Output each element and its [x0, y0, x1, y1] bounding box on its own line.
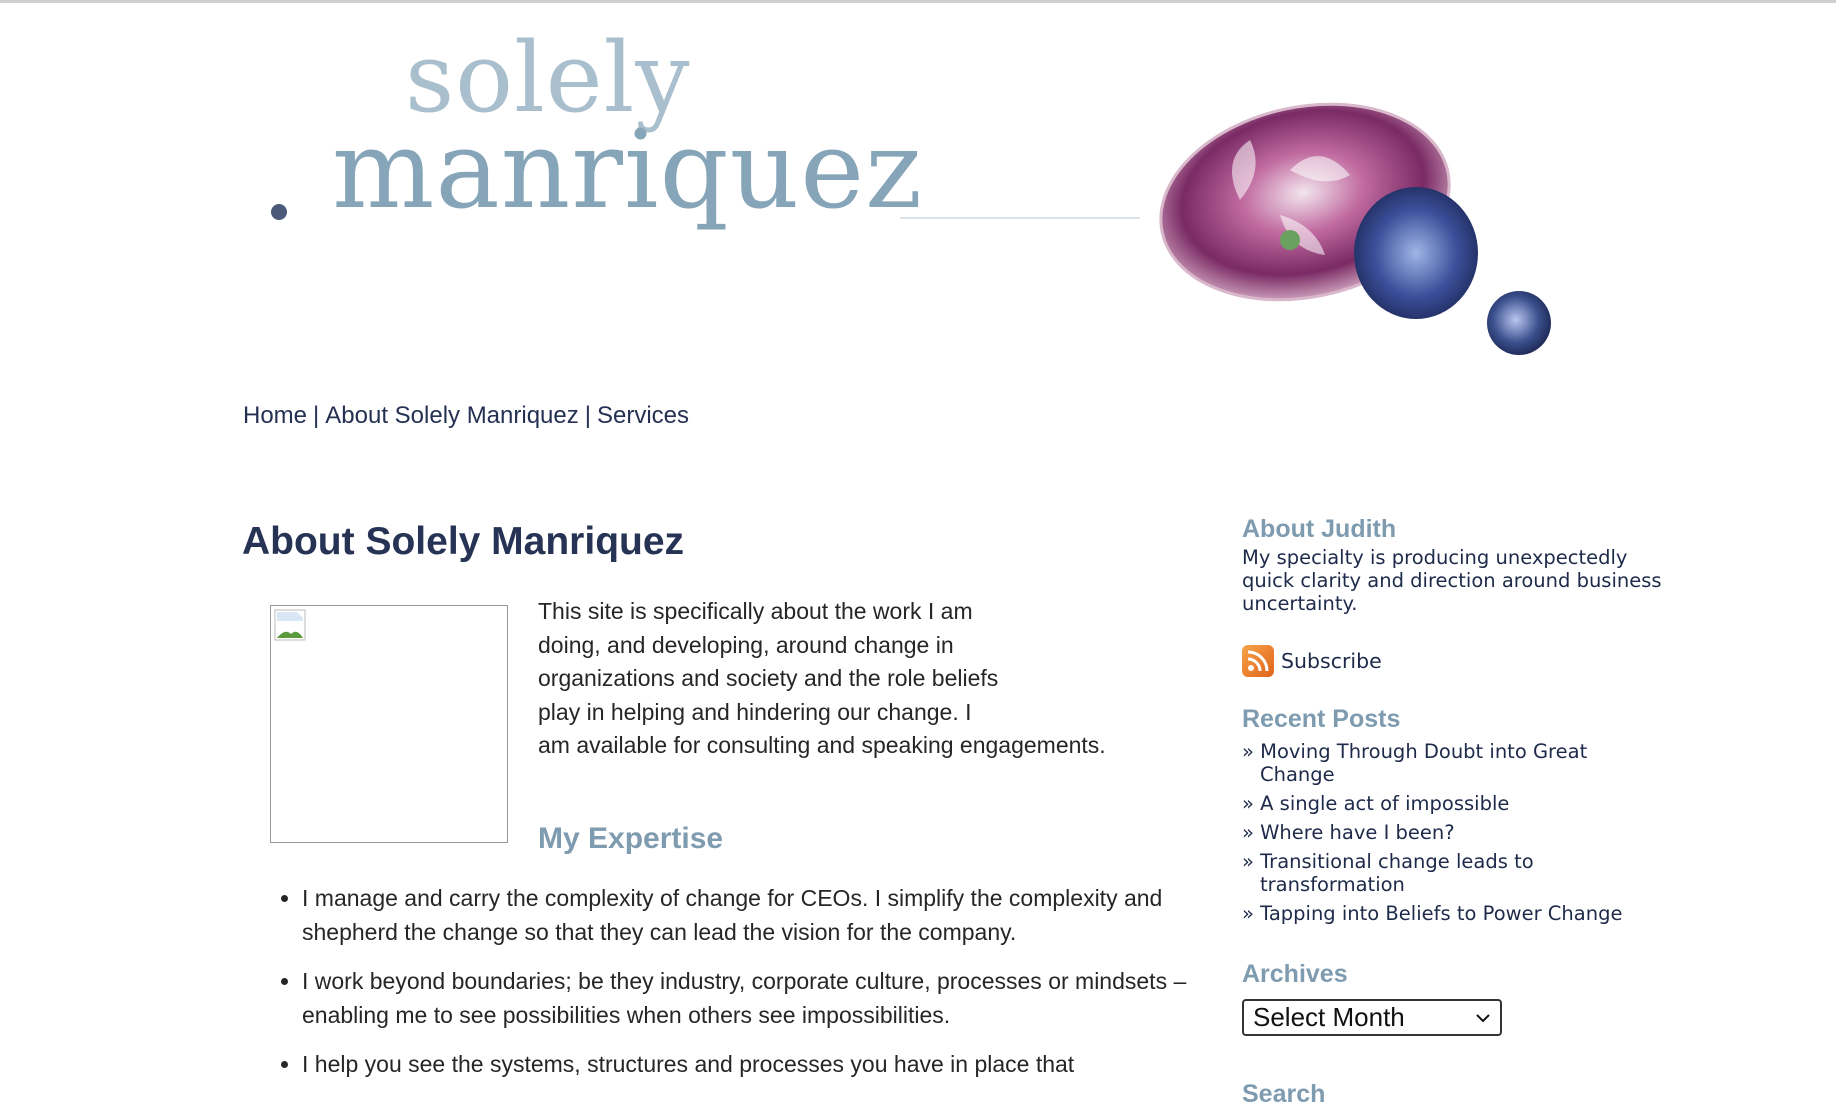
recent-posts-heading: Recent Posts — [1242, 705, 1401, 733]
list-item: • I manage and carry the complexity of change for CEOs. I simplify the complexity and shepherd the change so that they can lead the vision for the company. — [302, 882, 1202, 949]
intro-line: am available for consulting and speaking engagements. — [538, 732, 1106, 758]
archives — [1242, 960, 1662, 1036]
logo-text-line1: solely — [405, 22, 691, 134]
list-item: • I work beyond boundaries; be they industry, corporate culture, processes or mindsets – enabling me to see possibilities when others see impossibilities. — [302, 965, 1202, 1032]
recent-post-link[interactable]: » A single act of impossible — [1242, 792, 1662, 815]
recent-post-link[interactable]: » Moving Through Doubt into Great Change — [1242, 740, 1662, 786]
logo-dot — [271, 204, 287, 220]
blue-orb — [1354, 187, 1478, 319]
archives-select[interactable] — [1242, 999, 1502, 1036]
expertise-list — [242, 882, 1202, 1098]
list-item: • I help you see the systems, structures and processes you have in place that — [302, 1048, 1202, 1082]
chevron-down-icon — [1474, 1009, 1492, 1027]
recent-post-link[interactable]: » Where have I been? — [1242, 821, 1662, 844]
main-content — [242, 520, 1187, 1077]
about-heading: About Judith — [1242, 515, 1397, 543]
intro-line: This site is specifically about the work I am — [538, 598, 973, 624]
sidebar — [1242, 515, 1662, 1108]
archives-heading: Archives — [1242, 960, 1348, 988]
intro-paragraph — [538, 595, 1148, 763]
small-orb — [1487, 291, 1551, 355]
subscribe-link[interactable] — [1242, 645, 1382, 677]
page-title: About Solely Manriquez — [242, 520, 685, 563]
profile-photo — [270, 605, 508, 843]
subscribe-label[interactable]: Subscribe — [1281, 649, 1382, 673]
intro-line: organizations and society and the role beliefs — [538, 665, 999, 691]
nav-about-link[interactable]: About Solely Manriquez — [325, 402, 579, 429]
recent-post-link[interactable]: » Transitional change leads to transformation — [1242, 850, 1662, 896]
expertise-heading: My Expertise — [538, 822, 724, 855]
site-header — [0, 0, 1836, 380]
nav-services-link[interactable]: Services — [596, 402, 690, 429]
nav-home-link[interactable]: Home — [243, 402, 308, 429]
search-heading: Search — [1242, 1080, 1326, 1108]
intro-line: doing, and developing, around change in — [538, 631, 954, 658]
search-section — [1242, 1080, 1325, 1109]
archives-selected-value: Select Month — [1253, 1002, 1405, 1032]
broken-image-icon — [274, 609, 306, 641]
nav-separator: | — [584, 402, 591, 429]
main-nav — [243, 402, 689, 430]
recent-posts — [1242, 705, 1662, 931]
logo-text-line2: manriquez — [332, 108, 924, 233]
about-text: My specialty is producing unexpectedly quick clarity and direction around business uncertainty. — [1242, 546, 1662, 615]
intro-line: play in helping and hindering our change. I — [538, 698, 972, 725]
nav-separator: | — [313, 402, 320, 429]
rss-icon[interactable] — [1242, 645, 1274, 677]
recent-post-link[interactable]: » Tapping into Beliefs to Power Change — [1242, 902, 1662, 925]
